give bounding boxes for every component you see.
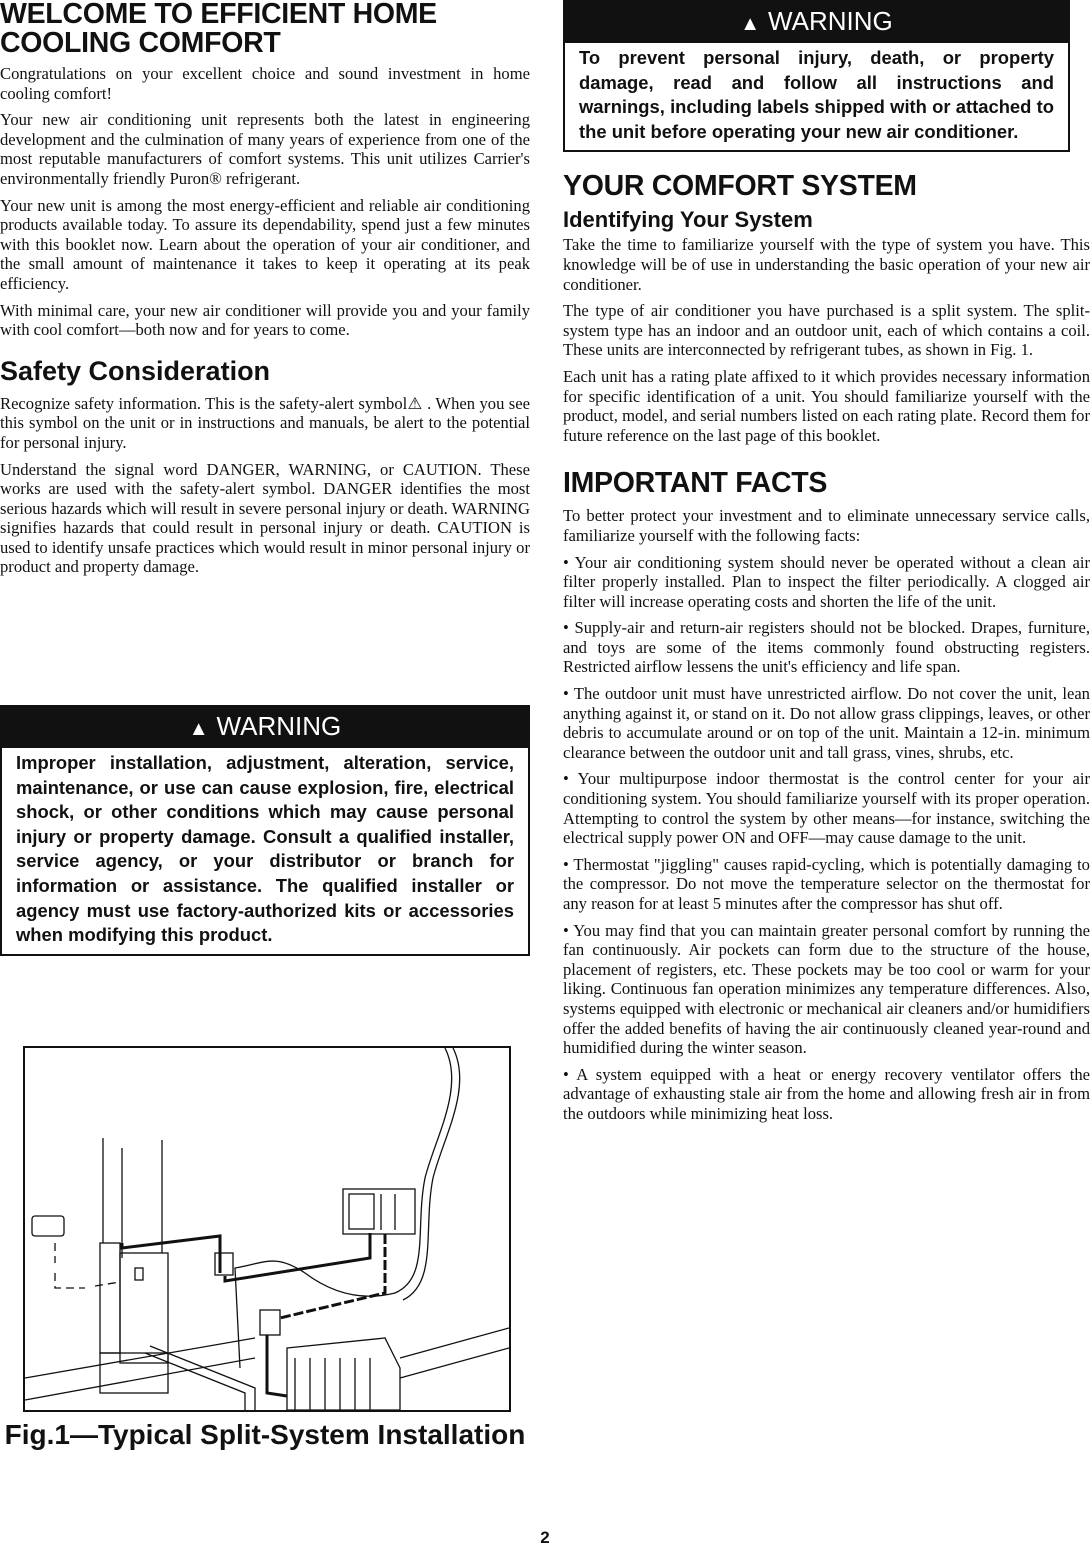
warning-title: WARNING <box>768 6 893 36</box>
welcome-title: WELCOME TO EFFICIENT HOME COOLING COMFORT <box>0 0 437 59</box>
paragraph: Recognize safety information. This is the safety-alert symbol⚠ . When you see this symbol on the unit or in instructions and manuals, be alert to the potential for personal injury. <box>0 393 530 452</box>
comfort-system-heading: YOUR COMFORT SYSTEM <box>563 170 917 203</box>
left-column <box>0 0 530 946</box>
fact-item: • The outdoor unit must have unrestricted airflow. Do not cover the unit, lean anything against it, or stand on it. Do not allow grass clippings, leaves, or other debris to accumulate around or on top of the unit. Maintain a 12-in. minimum clearance between the outdoor unit and tall grass, vines, shrubs, etc. <box>563 684 1090 762</box>
warning-header <box>565 2 1068 43</box>
paragraph: With minimal care, your new air conditioner will provide you and your family with cool comfort—both now and for years to come. <box>0 300 530 340</box>
fact-item: • Thermostat "jiggling" causes rapid-cycling, which is potentially damaging to the compressor. Do not move the temperature selector on the thermostat for any reason for at least 5 minutes after the compressor has shut off. <box>563 855 1090 914</box>
paragraph: Your new air conditioning unit represents both the latest in engineering development and the culmination of many years of experience from one of the most reputable manufacturers of comfort systems. This unit utilizes Carrier's environmentally friendly Puron® refrigerant. <box>0 110 530 188</box>
warning-header <box>2 707 528 748</box>
warning-text: To prevent personal injury, death, or property damage, read and follow all instructions and warnings, including labels shipped with or attached to the unit before operating your new air conditioner. <box>579 47 1054 142</box>
paragraph: Take the time to familiarize yourself with the type of system you have. This knowledge will be of use in understanding the basic operation of your new air conditioner. <box>563 235 1090 294</box>
fact-item: • Supply-air and return-air registers should not be blocked. Drapes, furniture, and toys are some of the items commonly found obstructing registers. Restricted airflow lessens the unit's efficiency and life span. <box>563 618 1090 677</box>
fact-item: • Your multipurpose indoor thermostat is the control center for your air conditioning system. You should familiarize yourself with its proper operation. Attempting to control the system by other means—for instance, switching the electrical supply power ON and OFF—may cause damage to the unit. <box>563 769 1090 847</box>
important-facts-heading: IMPORTANT FACTS <box>563 467 828 500</box>
fact-item: • Your air conditioning system should never be operated without a clean air filter properly installed. Plan to inspect the filter periodically. A clogged air filter will increase operating costs and shorten the life of the unit. <box>563 553 1090 612</box>
paragraph: Each unit has a rating plate affixed to it which provides necessary information for specific identification of a unit. You should familiarize yourself with the product, model, and serial numbers listed on each rating plate. Record them for future reference on the last page of this booklet. <box>563 366 1090 445</box>
paragraph: Understand the signal word DANGER, WARNING, or CAUTION. These works are used with the safety-alert symbol. DANGER identifies the most serious hazards which will result in severe personal injury or death. WARNING signifies hazards that could result in personal injury or death. CAUTION is used to identify unsafe practices which would result in minor personal injury or product and property damage. <box>0 459 530 577</box>
warning-text: Improper installation, adjustment, alteration, service, maintenance, or use can cause explosion, fire, electrical shock, or other conditions which may cause personal injury or property damage. Consult a qualified installer, service agency, or your distributor or branch for information or assistance. The qualified installer or agency must use factory-authorized kits or accessories when modifying this product. <box>16 752 514 946</box>
paragraph: Your new unit is among the most energy-efficient and reliable air conditioning products available today. To assure its dependability, spend just a few minutes with this booklet now. Learn about the operation of your air conditioner, and the small amount of maintenance it takes to keep it operating at its peak efficiency. <box>0 195 530 293</box>
safety-heading: Safety Consideration <box>0 355 271 386</box>
page-number: 2 <box>540 1528 550 1547</box>
warning-box <box>0 705 530 956</box>
warning-triangle-icon: ▲ <box>740 13 761 35</box>
paragraph: Congratulations on your excellent choice and sound investment in home cooling comfort! <box>0 64 530 103</box>
right-column <box>563 0 1090 1131</box>
warning-title: WARNING <box>216 711 342 741</box>
warning-box <box>563 0 1070 152</box>
split-system-figure <box>23 1046 511 1412</box>
paragraph: To better protect your investment and to eliminate unnecessary service calls, familiarize yourself with the following facts: <box>563 506 1090 545</box>
fact-item: • You may find that you can maintain greater personal comfort by running the fan continuously. Air pockets can form due to the structure of the house, placement of registers, etc. These pockets may be too cool or warm for your liking. Continuous fan operation minimizes any temperature differences. Also, systems equipped with electronic or mechanical air cleaners and/or humidifiers offer the added benefits of having the air continuously cleaned year-round and humidified during the winter season. <box>563 921 1090 1058</box>
warning-triangle-icon: ▲ <box>188 718 209 740</box>
identifying-heading: Identifying Your System <box>563 207 813 233</box>
fact-item: • A system equipped with a heat or energy recovery ventilator offers the advantage of exhausting stale air from the home and allowing fresh air in from the outdoors while minimizing heat loss. <box>563 1065 1090 1124</box>
figure-caption: Fig.1—Typical Split-System Installation <box>4 1419 526 1450</box>
paragraph: The type of air conditioner you have purchased is a split system. The split-system type has an indoor and an outdoor unit, each of which contains a coil. These units are interconnected by refrigerant tubes, as shown in Fig. 1. <box>563 301 1090 360</box>
